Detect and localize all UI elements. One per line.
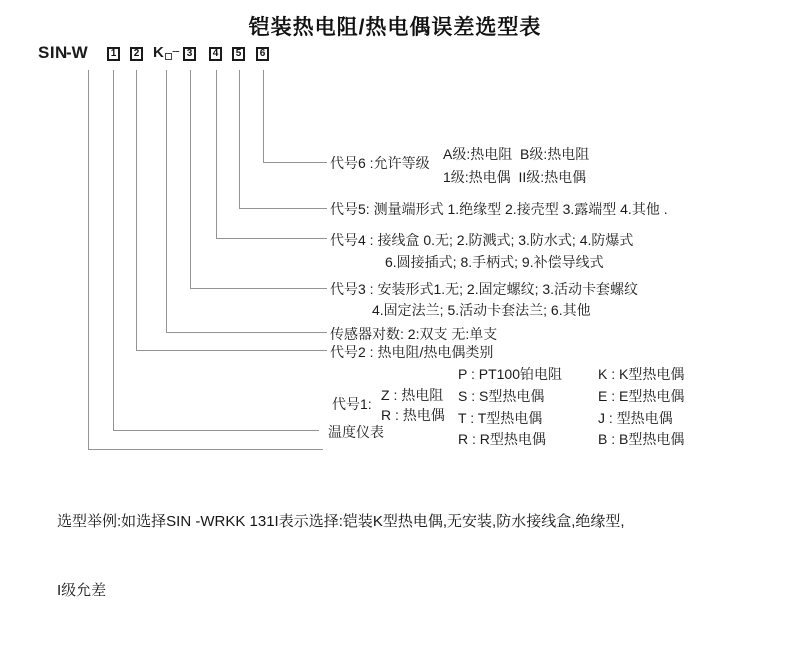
label-code1-col2-row2: S : S型热电偶	[458, 388, 545, 404]
label-code1-col3-row1: K : K型热电偶	[598, 366, 685, 382]
label-code1-col2-row1: P : PT100铂电阻	[458, 366, 563, 382]
model-letter-k: K	[153, 44, 164, 61]
label-code1-col3-row4: B : B型热电偶	[598, 431, 685, 447]
label-code6-grades-2: 1级:热电偶 II级:热电偶	[443, 169, 587, 185]
label-code6-grades-1: A级:热电阻 B级:热电阻	[443, 146, 590, 162]
label-code3-line1: 代号3 : 安装形式1.无; 2.固定螺纹; 3.活动卡套螺纹	[330, 281, 639, 297]
label-code3-line2: 4.固定法兰; 5.活动卡套法兰; 6.其他	[372, 302, 591, 318]
label-sensor-pairs: 传感器对数: 2:双支 无:单支	[330, 326, 498, 342]
label-code1-col3-row3: J : 型热电偶	[598, 410, 673, 426]
label-code2: 代号2 : 热电阻/热电偶类别	[330, 344, 494, 360]
model-digit-box-6: 6	[256, 47, 269, 61]
model-prefix: SIN	[38, 43, 68, 62]
label-code1-r: R : 热电偶	[381, 407, 445, 423]
model-digit-box-2: 2	[130, 47, 143, 61]
label-temp-instrument: 温度仪表	[328, 424, 384, 440]
example-text	[57, 464, 625, 648]
connector-line-w	[88, 70, 323, 450]
label-code1-title: 代号1:	[332, 396, 372, 412]
label-code6: 代号6 :允许等级	[330, 155, 430, 171]
label-code1-col2-row3: T : T型热电偶	[458, 410, 543, 426]
label-code4-line2: 6.圆接插式; 8.手柄式; 9.补偿导线式	[385, 254, 604, 270]
model-digit-box-4: 4	[209, 47, 222, 61]
model-digit-box-5: 5	[232, 47, 245, 61]
model-digit-box-1: 1	[107, 47, 120, 61]
label-code1-col3-row2: E : E型热电偶	[598, 388, 685, 404]
model-dash-w: -W	[66, 43, 88, 62]
label-code5: 代号5: 测量端形式 1.绝缘型 2.接壳型 3.露端型 4.其他 .	[330, 201, 668, 217]
model-dashes: --	[172, 43, 179, 58]
example-line-1: 选型举例:如选择SIN -WRKK 131I表示选择:铠装K型热电偶,无安装,防水接线盒,绝缘型,	[57, 513, 625, 530]
label-code4-line1: 代号4 : 接线盒 0.无; 2.防溅式; 3.防水式; 4.防爆式	[330, 232, 634, 248]
model-digit-box-3: 3	[183, 47, 196, 61]
label-code1-col2-row4: R : R型热电偶	[458, 431, 546, 447]
k-placeholder-box	[165, 53, 172, 60]
example-line-2: I级允差	[57, 582, 107, 599]
page-title: 铠装热电阻/热电偶误差选型表	[248, 16, 542, 39]
label-code1-z: Z : 热电阻	[381, 387, 444, 403]
